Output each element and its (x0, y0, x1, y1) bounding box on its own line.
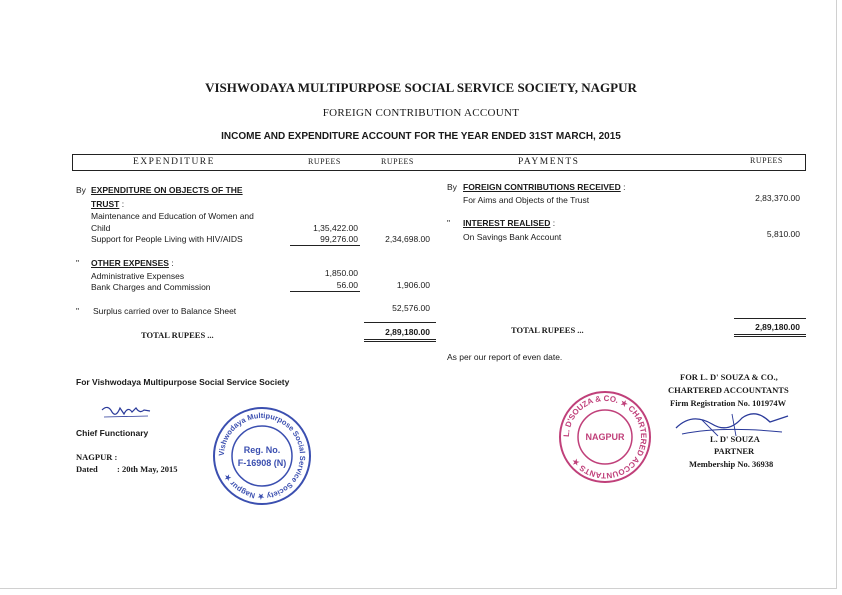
society-seal-reg-2: F-16908 (N) (237, 458, 287, 468)
item-hiv-amount: 99,276.00 (320, 234, 358, 244)
ditto-mark-3: " (447, 218, 451, 228)
objects-total: 2,34,698.00 (385, 234, 430, 244)
total-rule-bottom-right-2 (734, 336, 806, 337)
objects-heading: EXPENDITURE ON OBJECTS OF THE (91, 185, 243, 195)
col-rupees-1: RUPEES (308, 157, 341, 166)
inc-total-label: TOTAL RUPEES ... (511, 325, 584, 335)
auditor-for-line: FOR L. D' SOUZA & CO., (680, 372, 778, 382)
place-label: NAGPUR : (76, 452, 118, 462)
foreign-heading-label: FOREIGN CONTRIBUTIONS RECEIVED (463, 182, 621, 192)
item-maintenance-amount: 1,35,422.00 (313, 223, 358, 233)
chief-signature (100, 400, 160, 422)
total-rule-top-left (364, 322, 436, 323)
inc-by: By (447, 182, 457, 192)
col-rupees-3: RUPEES (750, 156, 783, 165)
interest-heading-colon: : (550, 218, 556, 228)
auditor-firm-type: CHARTERED ACCOUNTANTS (668, 385, 789, 395)
exp-total-amount: 2,89,180.00 (385, 327, 430, 337)
foreign-heading (463, 182, 625, 192)
society-seal (210, 404, 314, 508)
objects-heading-2 (91, 199, 124, 209)
item-maintenance-cont: Child (91, 223, 111, 233)
foreign-heading-colon: : (620, 182, 626, 192)
report-note: As per our report of even date. (447, 352, 563, 362)
society-seal-ring: Vishwodaya Multipurpose Social Service Society ★ Nagpur ★ (216, 410, 308, 502)
dated-value: : 20th May, 2015 (117, 464, 178, 474)
foreign-amount: 2,83,370.00 (755, 193, 800, 203)
col-expenditure: EXPENDITURE (133, 157, 215, 167)
auditor-title: PARTNER (714, 446, 755, 456)
account-name: FOREIGN CONTRIBUTION ACCOUNT (322, 107, 520, 119)
interest-heading-label: INTEREST REALISED (463, 218, 551, 228)
auditor-seal-ring: L. D'SOUZA & CO. ★ CHARTERED ACCOUNTANTS ★ (561, 393, 649, 481)
subtotal-rule-1 (290, 245, 360, 246)
other-expenses-heading (91, 258, 174, 268)
other-total: 1,906.00 (396, 280, 430, 290)
chief-functionary: Chief Functionary (76, 428, 149, 438)
other-expenses-label: OTHER EXPENSES (91, 258, 169, 268)
auditor-seal (556, 388, 654, 486)
item-bank-amount: 56.00 (336, 280, 358, 290)
auditor-membership: Membership No. 36938 (689, 459, 774, 469)
org-title: VISHWODAYA MULTIPURPOSE SOCIAL SERVICE SOCIETY, NAGPUR (205, 80, 637, 95)
auditor-registration: Firm Registration No. 101974W (670, 398, 787, 408)
auditor-name: L. D' SOUZA (710, 434, 760, 444)
exp-total-label: TOTAL RUPEES ... (141, 330, 214, 340)
objects-heading-trust: TRUST (91, 199, 120, 209)
ditto-mark-2: " (76, 306, 80, 316)
item-hiv-support: Support for People Living with HIV/AIDS (91, 234, 243, 244)
inc-total-amount: 2,89,180.00 (755, 322, 800, 332)
item-admin: Administrative Expenses (91, 271, 185, 281)
ditto-mark-1: " (76, 258, 80, 268)
auditor-seal-center: NAGPUR (585, 432, 625, 442)
total-rule-top-right (734, 318, 806, 319)
svg-text:Vishwodaya Multipurpose Social (217, 411, 307, 501)
foreign-item: For Aims and Objects of the Trust (463, 195, 590, 205)
item-admin-amount: 1,850.00 (324, 268, 358, 278)
objects-colon: : (119, 199, 125, 209)
col-payments: PAYMENTS (518, 157, 580, 167)
society-seal-reg-1: Reg. No. (243, 445, 281, 455)
dated-label: Dated (76, 464, 98, 474)
col-rupees-2: RUPEES (381, 157, 414, 166)
total-rule-bottom-left-2 (364, 341, 436, 342)
total-rule-bottom-right-1 (734, 334, 806, 335)
exp-by: By (76, 185, 86, 195)
total-rule-bottom-left-1 (364, 339, 436, 340)
surplus-label: Surplus carried over to Balance Sheet (93, 306, 237, 316)
item-bank-charges: Bank Charges and Commission (91, 282, 211, 292)
other-expenses-colon: : (168, 258, 174, 268)
interest-heading (463, 218, 555, 228)
interest-amount: 5,810.00 (766, 229, 800, 239)
surplus-amount: 52,576.00 (392, 303, 430, 313)
item-maintenance: Maintenance and Education of Women and (91, 211, 254, 221)
interest-item: On Savings Bank Account (463, 232, 562, 242)
society-for-line: For Vishwodaya Multipurpose Social Service Society (76, 377, 290, 387)
statement-title: INCOME AND EXPENDITURE ACCOUNT FOR THE YEAR ENDED 31ST MARCH, 2015 (221, 131, 621, 142)
subtotal-rule-2 (290, 291, 360, 292)
